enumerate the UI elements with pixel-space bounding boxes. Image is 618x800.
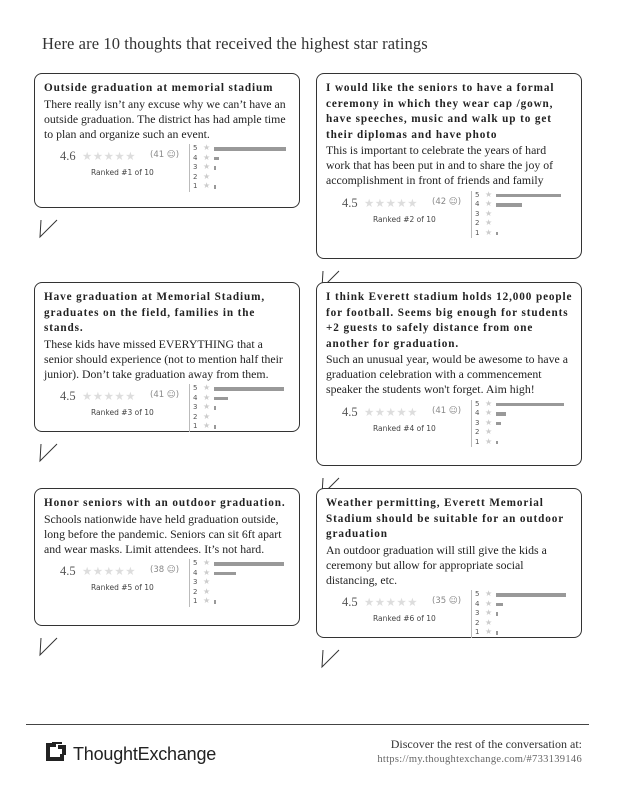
distribution-bar xyxy=(496,593,566,597)
star-icon: ★ xyxy=(203,383,211,393)
distribution-bar xyxy=(496,232,498,236)
star-level-label: 1 xyxy=(475,228,480,237)
thought-title: I would like the seniors to have a formal ceremony in which they wear cap /gown, have speeches, music and walk up to get their diplomas and have photo xyxy=(326,82,555,141)
star-level-label: 3 xyxy=(193,403,198,412)
star-level-label: 2 xyxy=(193,412,198,421)
star-icon: ★ xyxy=(485,608,493,618)
average-score: 4.5 xyxy=(342,595,358,610)
average-score: 4.5 xyxy=(342,404,358,419)
rating-count: (41 ☺) xyxy=(150,150,180,161)
footer-divider xyxy=(26,724,589,725)
star-rating-icon: ★★★★★ xyxy=(364,195,419,210)
rating-distribution xyxy=(471,400,585,448)
rating-distribution xyxy=(471,590,585,638)
star-icon: ★ xyxy=(203,558,211,568)
star-icon: ★ xyxy=(203,402,211,412)
rank-label: Ranked #3 of 10 xyxy=(91,408,154,418)
rank-label: Ranked #5 of 10 xyxy=(91,583,154,593)
thought-body: Schools nationwide have held graduation outside, long before the pandemic. Seniors can sit 6ft apart and wear masks. Limit attendees. It’s not hard. xyxy=(44,511,282,556)
rating-distribution xyxy=(471,191,585,239)
star-level-label: 1 xyxy=(475,628,480,637)
star-icon: ★ xyxy=(485,189,493,199)
star-level-label: 5 xyxy=(193,144,198,153)
average-score: 4.6 xyxy=(60,149,76,164)
star-icon: ★ xyxy=(485,398,493,408)
star-rating-icon: ★★★★★ xyxy=(82,389,137,404)
star-level-label: 3 xyxy=(475,209,480,218)
star-icon: ★ xyxy=(485,427,493,437)
star-level-label: 2 xyxy=(193,587,198,596)
thought-body: An outdoor graduation will still give the kids a ceremony but allow for appropriate social distancing, etc. xyxy=(326,542,547,587)
rating-block xyxy=(326,400,573,448)
thought-card-4 xyxy=(316,282,582,466)
distribution-bar xyxy=(214,425,216,429)
star-level-label: 2 xyxy=(193,172,198,181)
distribution-row xyxy=(193,422,303,432)
distribution-bar xyxy=(496,631,498,635)
distribution-bar xyxy=(214,397,228,401)
distribution-bar xyxy=(214,406,216,410)
star-icon: ★ xyxy=(485,199,493,209)
star-icon: ★ xyxy=(203,152,211,162)
star-icon: ★ xyxy=(203,411,211,421)
distribution-row xyxy=(475,438,585,448)
star-level-label: 5 xyxy=(475,399,480,408)
distribution-bar xyxy=(214,185,216,189)
distribution-bar xyxy=(214,562,284,566)
star-icon: ★ xyxy=(485,627,493,637)
thought-title: Honor seniors with an outdoor graduation. xyxy=(44,497,286,509)
distribution-bar xyxy=(214,166,216,170)
distribution-bar xyxy=(496,194,561,198)
distribution-bar xyxy=(214,147,286,151)
star-level-label: 4 xyxy=(193,568,198,577)
star-icon: ★ xyxy=(485,227,493,237)
star-rating-icon: ★★★★★ xyxy=(82,149,137,164)
distribution-bar xyxy=(496,403,564,407)
average-score: 4.5 xyxy=(60,389,76,404)
star-icon: ★ xyxy=(203,181,211,191)
star-icon: ★ xyxy=(485,589,493,599)
star-level-label: 1 xyxy=(193,182,198,191)
star-icon: ★ xyxy=(203,567,211,577)
star-level-label: 2 xyxy=(475,219,480,228)
star-level-label: 2 xyxy=(475,618,480,627)
rating-distribution xyxy=(189,384,303,432)
logo-text: ThoughtExchange xyxy=(73,744,217,764)
star-level-label: 1 xyxy=(193,597,198,606)
rating-count: (42 ☺) xyxy=(432,196,462,207)
thought-card-1 xyxy=(34,73,300,208)
rating-block xyxy=(326,590,573,638)
rank-label: Ranked #1 of 10 xyxy=(91,168,154,178)
rank-label: Ranked #4 of 10 xyxy=(373,423,436,433)
star-level-label: 5 xyxy=(475,590,480,599)
star-icon: ★ xyxy=(485,617,493,627)
star-level-label: 5 xyxy=(193,559,198,568)
thought-card-5 xyxy=(34,488,300,626)
thought-card-3 xyxy=(34,282,300,432)
star-level-label: 3 xyxy=(193,578,198,587)
thought-title: I think Everett stadium holds 12,000 people for football. Seems big enough for students +2 guests to safely distance from one another for graduation. xyxy=(326,291,573,350)
star-level-label: 2 xyxy=(475,428,480,437)
star-level-label: 3 xyxy=(475,418,480,427)
star-level-label: 3 xyxy=(193,163,198,172)
distribution-bar xyxy=(496,422,501,426)
star-icon: ★ xyxy=(203,586,211,596)
star-icon: ★ xyxy=(203,162,211,172)
star-level-label: 5 xyxy=(193,384,198,393)
distribution-row xyxy=(193,597,303,607)
distribution-bar xyxy=(496,412,506,416)
rating-count: (41 ☺) xyxy=(432,405,462,416)
distribution-bar xyxy=(214,600,216,604)
distribution-bar xyxy=(496,203,522,207)
star-icon: ★ xyxy=(203,596,211,606)
rating-block xyxy=(44,384,291,432)
star-icon: ★ xyxy=(203,392,211,402)
rating-count: (35 ☺) xyxy=(432,596,462,607)
distribution-row xyxy=(475,628,585,638)
star-level-label: 4 xyxy=(475,599,480,608)
star-icon: ★ xyxy=(203,171,211,181)
star-level-label: 5 xyxy=(475,190,480,199)
star-icon: ★ xyxy=(203,577,211,587)
thought-body: There really isn’t any excuse why we can’t have an outside graduation. The district has had ample time to plan and organize such an event. xyxy=(44,96,286,141)
average-score: 4.5 xyxy=(342,195,358,210)
rating-block xyxy=(44,144,291,192)
distribution-row xyxy=(193,182,303,192)
conversation-link[interactable]: https://my.thoughtexchange.com/#733139146 xyxy=(377,754,582,765)
star-icon: ★ xyxy=(485,436,493,446)
page-title: Here are 10 thoughts that received the highest star ratings xyxy=(42,34,428,53)
distribution-bar xyxy=(496,603,503,607)
thought-card-6 xyxy=(316,488,582,638)
rating-count: (38 ☺) xyxy=(150,565,180,576)
average-score: 4.5 xyxy=(60,564,76,579)
rating-count: (41 ☺) xyxy=(150,390,180,401)
star-level-label: 4 xyxy=(475,200,480,209)
distribution-row xyxy=(475,229,585,239)
star-level-label: 3 xyxy=(475,609,480,618)
rating-distribution xyxy=(189,559,303,607)
thought-title: Outside graduation at memorial stadium xyxy=(44,82,274,94)
thought-title: Weather permitting, Everett Memorial Stadium should be suitable for an outdoor graduation xyxy=(326,497,564,540)
rating-block xyxy=(44,559,291,607)
star-icon: ★ xyxy=(485,598,493,608)
star-icon: ★ xyxy=(485,208,493,218)
star-level-label: 4 xyxy=(193,153,198,162)
rank-label: Ranked #2 of 10 xyxy=(373,214,436,224)
star-icon: ★ xyxy=(203,143,211,153)
thought-body: These kids have missed EVERYTHING that a senior should experience (not to mention half their junior). Don’t take graduation away from them. xyxy=(44,336,283,381)
star-icon: ★ xyxy=(485,408,493,418)
distribution-bar xyxy=(214,572,236,576)
star-level-label: 4 xyxy=(475,409,480,418)
brand-logo[interactable] xyxy=(44,741,216,768)
thought-title: Have graduation at Memorial Stadium, graduates on the field, families in the stands. xyxy=(44,291,266,334)
thought-body: Such an unusual year, would be awesome to have a graduation celebration with a commencement speaker the students won't forget. Aim high! xyxy=(326,352,568,397)
distribution-bar xyxy=(214,157,219,161)
star-icon: ★ xyxy=(203,421,211,431)
distribution-bar xyxy=(496,612,498,616)
rank-label: Ranked #6 of 10 xyxy=(373,614,436,624)
thought-body: This is important to celebrate the years of hard work that has been put in and to share the joy of accomplishment in front of friends and family xyxy=(326,143,554,188)
star-rating-icon: ★★★★★ xyxy=(82,564,137,579)
thought-card-2 xyxy=(316,73,582,259)
thoughtexchange-logo-icon xyxy=(44,741,68,768)
distribution-bar xyxy=(496,441,498,445)
rating-block xyxy=(326,191,573,239)
star-icon: ★ xyxy=(485,218,493,228)
distribution-bar xyxy=(214,387,284,391)
star-level-label: 1 xyxy=(475,437,480,446)
star-icon: ★ xyxy=(485,417,493,427)
star-level-label: 4 xyxy=(193,393,198,402)
star-rating-icon: ★★★★★ xyxy=(364,404,419,419)
star-rating-icon: ★★★★★ xyxy=(364,595,419,610)
star-level-label: 1 xyxy=(193,422,198,431)
discover-text: Discover the rest of the conversation at: xyxy=(390,737,582,751)
rating-distribution xyxy=(189,144,303,192)
